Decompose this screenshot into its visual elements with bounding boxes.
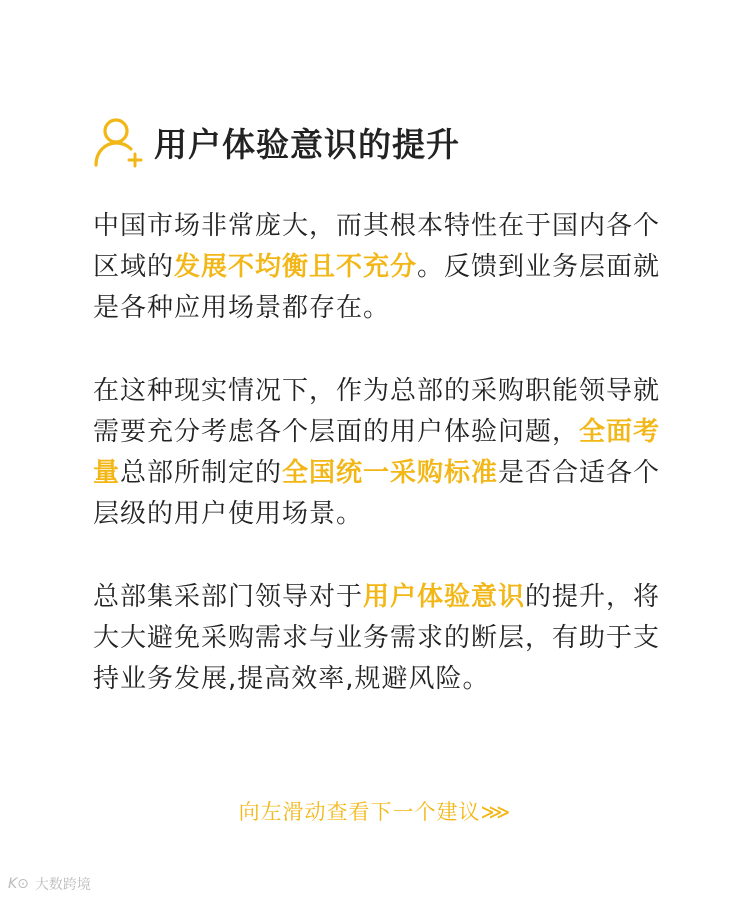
article-body <box>93 206 663 742</box>
paragraph-3 <box>93 577 663 700</box>
text-segment: 总部集采部门领导对于 <box>93 582 364 612</box>
highlight-text: 全面考量 <box>93 417 661 488</box>
highlight-text: 全国统一采购标准 <box>282 458 499 488</box>
text-segment: 在这种现实情况下，作为总部的采购职能领导就需要充分考虑各个层面的用户体验问题， <box>93 376 661 447</box>
swipe-hint[interactable]: 向左滑动查看下一个建议⋙ <box>238 800 512 824</box>
text-segment: 是否合适各个层级的用户使用场景。 <box>93 458 661 529</box>
text-segment: 总部所制定的 <box>120 458 283 488</box>
paragraph-2 <box>93 371 663 535</box>
text-segment: 的提升，将大大避免采购需求与业务需求的断层，有助于支持业务发展,提高效率,规避风险。 <box>93 582 661 694</box>
text-segment: 。反馈到业务层面就是各种应用场景都存在。 <box>93 252 661 323</box>
highlight-text: 发展不均衡且不充分 <box>174 252 418 282</box>
section-header <box>92 116 460 168</box>
watermark-logo-icon: K⊙ <box>8 876 29 892</box>
user-plus-icon <box>92 116 144 168</box>
watermark-text: 大数跨境 <box>34 877 91 893</box>
highlight-text: 用户体验意识 <box>363 582 526 612</box>
paragraph-1 <box>93 206 663 329</box>
watermark <box>8 874 91 894</box>
text-segment: 中国市场非常庞大，而其根本特性在于国内各个区域的 <box>93 211 661 282</box>
page-title: 用户体验意识的提升 <box>154 124 460 164</box>
